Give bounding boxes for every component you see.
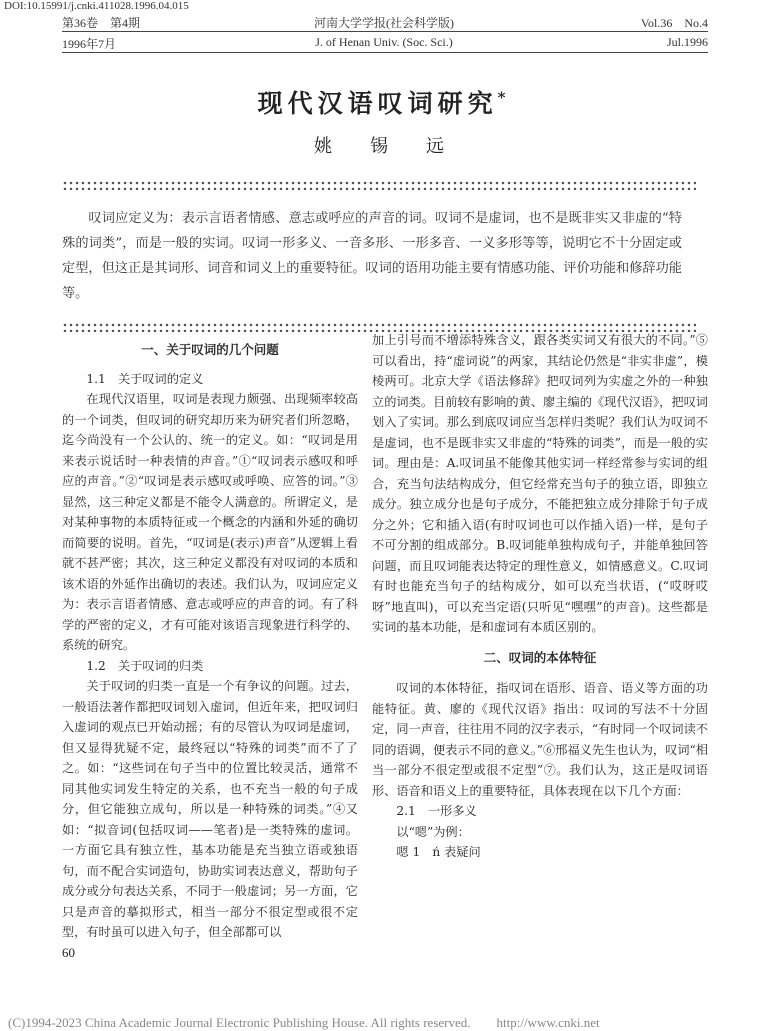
section-heading-2: 二、叹词的本体特征 [483,649,597,665]
author: 姚 锡 远 [314,136,454,157]
subheading-2-1: 2.1 一形多义 [396,804,477,818]
example-intro: 以“嗯”为例： [396,824,470,839]
title-footnote-mark: * [497,88,511,107]
subheading-1-1: 1.1 关于叹词的定义 [86,371,204,386]
right-column [372,330,708,863]
paragraph-classification: 关于叹词的归类一直是一个有争议的问题。过去，一般语法著作都把叹词划入虚词，但近年来，把叹词归入虚词的观点已开始动摇；有的尽管认为叹词是虚词，但又显得犹疑不定，最终冠以“特殊的词类”而不了了之。如：“这些词在句子当中的位置比较灵活，通常不同其他实词发生特定的关系，也不充当一般的句子成分，但它能独立成句，所以是一种特殊的词类。”④又如：“拟音词(包括叹词——笔者)是一类特殊的虚词。一方面它具有独立性，基本功能是充当独立语或独语句，而不配合实词造句，协助实词表达意义，帮助句子成分或分句表达关系，不同于一般虚词；另一方面，它只是声音的摹拟形式，相当一部分不很定型或很不定型，有时虽可以进入句子，但全部都可以 [62,679,358,939]
header-rule-bottom [62,52,708,53]
subheading-1-2: 1.2 关于叹词的归类 [86,658,204,673]
doi-line: DOI:10.15991/j.cnki.411028.1996.04.015 [4,0,189,12]
header-vol-no: Vol.36 No.4 [640,16,708,30]
header-volume: 第36卷 第4期 [62,16,141,30]
copyright-footer: (C)1994-2023 China Academic Journal Electronic Publishing House. All rights reserved. http://www.cnki.net [8,1015,600,1030]
abstract: 叹词应定义为：表示言语者情感、意志或呼应的声音的词。叹词不是虚词，也不是既非实又非虚的“特殊的词类”，而是一般的实词。叹词一形多义、一音多形、一形多音、一义多形等等，说明它不十分固定或定型，但这正是其词形、词音和词义上的重要特征。叹词的语用功能主要有情感功能、评价功能和修辞功能等。 [62,211,682,301]
section-heading-1: 一、关于叹词的几个问题 [141,342,279,357]
paragraph-features: 叹词的本体特征，指叹词在语形、语音、语义等方面的功能特征。黄、廖的《现代汉语》指出：叹词的写法不十分固定，同一声音，往往用不同的汉字表示，“有时同一个叹词读不同的语调，便表示不同的意义。”⑥邢福义先生也认为，叹词“相当一部分不很定型或很不定型”⑦。我们认为，这正是叹词语形、语音和语义上的重要特征，具体表现在以下几个方面： [372,681,708,798]
header-rule-top [62,31,708,32]
dotted-divider-top [62,180,696,190]
paragraph-classification-cont: 加上引号而不增添特殊含义，跟各类实词又有很大的不同。”⑤可以看出，持“虚词说”的两家，其结论仍然是“非实非虚”，模棱两可。北京大学《语法修辞》把叹词列为实虚之外的一种独立的词类。目前较有影响的黄、廖主编的《现代汉语》，把叹词划入了实词。那么到底叹词应当怎样归类呢？我们认为叹词不是虚词，也不是既非实又非虚的“特殊的词类”，而是一般的实词。理由是：A.叹词虽不能像其他实词一样经常参与实词的组合，充当句法结构成分，但它经常充当句子的独立语，即独立成分。独立成分也是句子成分，不能把独立成分排除于句子成分之外；它和插入语(有时叹词也可以作插入语)一样，是句子不可分割的组成部分。B.叹词能单独构成句子，并能单独回答问题，而且叹词能表达特定的理性意义，如情感意义。C.叹词有时也能充当句子的结构成分，如可以充当状语，(“哎呀哎呀”地直叫)，可以充当定语(只听见“嘿嘿”的声音)。这些都是实词的基本功能，是和虚词有本质区别的。 [372,333,708,634]
paragraph-definition: 在现代汉语里，叹词是表现力颇强、出现频率较高的一个词类，但叹词的研究却历来为研究者们所忽略，迄今尚没有一个公认的、统一的定义。如：“叹词是用来表示说话时一种表情的声音。”①“叹词表示感叹和呼应的声音。”②“叹词是表示感叹或呼唤、应答的词。”③显然，这三种定义都是不能令人满意的。所谓定义，是对某种事物的本质特征或一个概念的内涵和外延的确切而简要的说明。首先，“叹词是(表示)声音”从逻辑上看就不甚严密；其次，这三种定义都没有对叹词的本质和该术语的外延作出确切的表述。我们认为，叹词应定义为：表示言语者情感、意志或呼应的声音的词。有了科学的严密的定义，才有可能对该语言现象进行科学的、系统的研究。 [62,392,358,652]
article-title: 现代汉语叹词研究* [257,88,511,118]
header-journal-en: J. of Henan Univ. (Soc. Sci.) [315,35,453,49]
header-date: 1996年7月 [62,37,117,51]
page-number: 60 [62,945,75,960]
header-journal: 河南大学学报(社会科学版) [314,16,454,30]
header-date-en: Jul.1996 [666,35,708,49]
left-column [62,340,358,943]
example-entry: 嗯 1 ń 表疑问 [396,845,481,859]
